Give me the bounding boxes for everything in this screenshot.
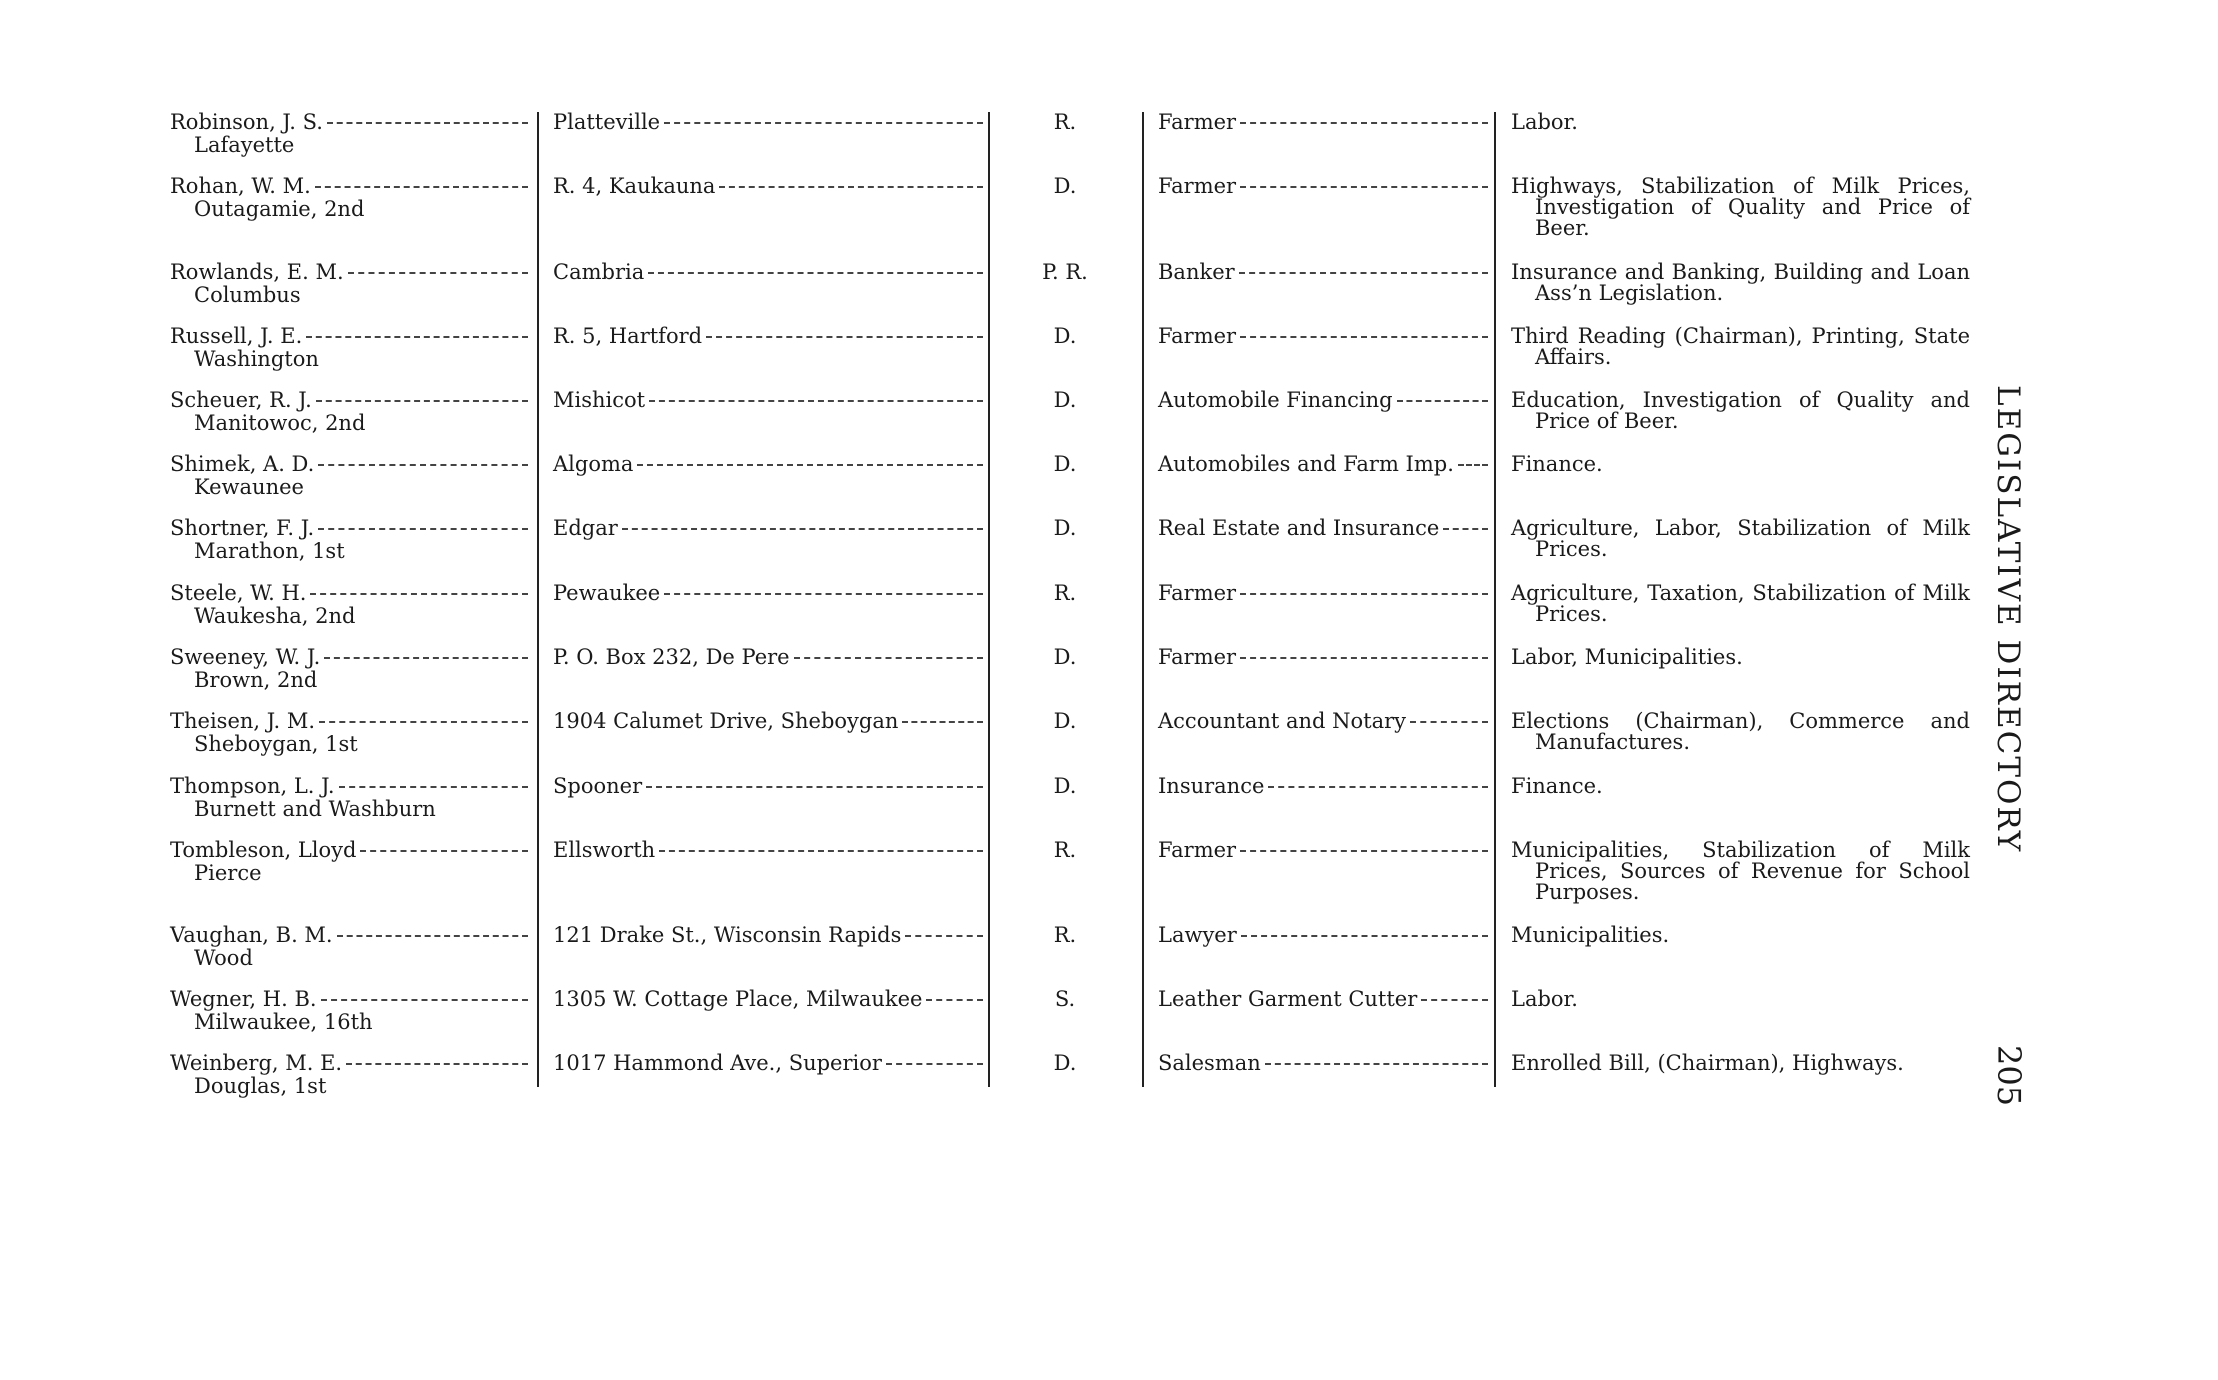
member-name: Rowlands, E. M. <box>170 260 344 284</box>
column-divider <box>988 112 990 1087</box>
committees: Education, Investigation of Quality and Price of Beer. <box>1511 388 1970 433</box>
leader-dots <box>1265 1063 1488 1065</box>
member-name: Russell, J. E. <box>170 324 303 348</box>
district: Outagamie, 2nd <box>194 197 365 221</box>
district: Wood <box>194 946 253 970</box>
district: Columbus <box>194 283 301 307</box>
member-name: Robinson, J. S. <box>170 110 323 134</box>
occupation-cell <box>1158 711 1488 732</box>
address-cell <box>553 112 983 133</box>
occupation: Farmer <box>1158 110 1237 134</box>
address-cell <box>553 262 983 283</box>
committees: Insurance and Banking, Building and Loan Ass’n Legislation. <box>1511 260 1970 305</box>
district: Brown, 2nd <box>194 668 318 692</box>
committees: Labor, Municipalities. <box>1511 645 1743 669</box>
address: Edgar <box>553 516 618 540</box>
member-name: Tombleson, Lloyd <box>170 838 357 862</box>
member-name-cell <box>170 647 528 668</box>
leader-dots <box>348 272 528 274</box>
leader-dots <box>637 464 983 466</box>
committees: Highways, Stabilization of Milk Prices, Investigation of Quality and Price of Beer. <box>1511 174 1970 240</box>
leader-dots <box>1443 528 1488 530</box>
leader-dots <box>1397 400 1488 402</box>
occupation: Banker <box>1158 260 1235 284</box>
column-divider <box>1142 112 1144 1087</box>
leader-dots <box>794 657 983 659</box>
address: 1904 Calumet Drive, Sheboygan <box>553 709 899 733</box>
leader-dots <box>664 122 983 124</box>
committees: Agriculture, Labor, Stabilization of Milk Prices. <box>1511 516 1970 561</box>
address: Ellsworth <box>553 838 656 862</box>
member-name-cell <box>170 583 528 604</box>
committees: Third Reading (Chairman), Printing, State Affairs. <box>1511 324 1970 369</box>
committees: Elections (Chairman), Commerce and Manufactures. <box>1511 709 1970 754</box>
occupation: Farmer <box>1158 324 1237 348</box>
occupation-cell <box>1158 326 1488 347</box>
leader-dots <box>324 657 528 659</box>
member-name-cell <box>170 326 528 347</box>
occupation-cell <box>1158 112 1488 133</box>
occupation-cell <box>1158 1053 1488 1074</box>
address: 121 Drake St., Wisconsin Rapids <box>553 923 902 947</box>
district: Pierce <box>194 861 262 885</box>
party: D. <box>1053 774 1077 798</box>
leader-dots <box>327 122 528 124</box>
committees: Finance. <box>1511 452 1603 476</box>
address: R. 4, Kaukauna <box>553 174 716 198</box>
occupation-cell <box>1158 454 1488 475</box>
committees: Enrolled Bill, (Chairman), Highways. <box>1511 1051 1904 1075</box>
committees: Municipalities, Stabilization of Milk Prices, Sources of Revenue for School Purposes. <box>1511 838 1970 904</box>
address: Algoma <box>553 452 634 476</box>
party: D. <box>1053 174 1077 198</box>
leader-dots <box>659 850 983 852</box>
party: P. R. <box>1042 260 1088 284</box>
member-name-cell <box>170 925 528 946</box>
leader-dots <box>719 186 983 188</box>
occupation-cell <box>1158 840 1488 861</box>
party: D. <box>1053 1051 1077 1075</box>
member-name: Sweeney, W. J. <box>170 645 321 669</box>
member-name: Shortner, F. J. <box>170 516 315 540</box>
party: D. <box>1053 324 1077 348</box>
address-cell <box>553 176 983 197</box>
address: Spooner <box>553 774 643 798</box>
page-number: 205 <box>1990 1045 2028 1107</box>
district: Waukesha, 2nd <box>194 604 356 628</box>
member-name-cell <box>170 840 528 861</box>
committees: Labor. <box>1511 987 1578 1011</box>
leader-dots <box>622 528 983 530</box>
occupation-cell <box>1158 262 1488 283</box>
address-cell <box>553 711 983 732</box>
leader-dots <box>318 464 528 466</box>
party: D. <box>1053 645 1077 669</box>
address-cell <box>553 390 983 411</box>
leader-dots <box>306 336 528 338</box>
leader-dots <box>337 935 528 937</box>
leader-dots <box>1240 657 1488 659</box>
leader-dots <box>664 593 983 595</box>
leader-dots <box>1458 464 1488 466</box>
leader-dots <box>339 786 528 788</box>
member-name: Theisen, J. M. <box>170 709 316 733</box>
leader-dots <box>1240 850 1488 852</box>
member-name: Weinberg, M. E. <box>170 1051 343 1075</box>
occupation-cell <box>1158 176 1488 197</box>
committees: Municipalities. <box>1511 923 1670 947</box>
committees: Finance. <box>1511 774 1603 798</box>
member-name-cell <box>170 112 528 133</box>
occupation-cell <box>1158 583 1488 604</box>
address-cell <box>553 840 983 861</box>
occupation: Automobile Financing <box>1158 388 1393 412</box>
member-name: Thompson, L. J. <box>170 774 335 798</box>
address: Cambria <box>553 260 645 284</box>
member-name-cell <box>170 711 528 732</box>
side-title: LEGISLATIVE DIRECTORY <box>1990 385 2026 854</box>
address-cell <box>553 776 983 797</box>
leader-dots <box>1410 721 1488 723</box>
address-cell <box>553 647 983 668</box>
address: Pewaukee <box>553 581 661 605</box>
occupation-cell <box>1158 776 1488 797</box>
leader-dots <box>648 272 983 274</box>
party: R. <box>1053 838 1077 862</box>
leader-dots <box>319 721 528 723</box>
leader-dots <box>1240 122 1488 124</box>
occupation: Leather Garment Cutter <box>1158 987 1418 1011</box>
occupation: Farmer <box>1158 174 1237 198</box>
occupation: Accountant and Notary <box>1158 709 1407 733</box>
member-name-cell <box>170 776 528 797</box>
address: P. O. Box 232, De Pere <box>553 645 790 669</box>
leader-dots <box>346 1063 528 1065</box>
member-name: Wegner, H. B. <box>170 987 317 1011</box>
party: D. <box>1053 709 1077 733</box>
party: D. <box>1053 516 1077 540</box>
occupation: Salesman <box>1158 1051 1261 1075</box>
member-name-cell <box>170 1053 528 1074</box>
address-cell <box>553 518 983 539</box>
district: Washington <box>194 347 319 371</box>
column-divider <box>1494 112 1496 1087</box>
occupation-cell <box>1158 390 1488 411</box>
address-cell <box>553 454 983 475</box>
column-divider <box>537 112 539 1087</box>
member-name-cell <box>170 262 528 283</box>
occupation: Real Estate and Insurance <box>1158 516 1440 540</box>
address-cell <box>553 583 983 604</box>
committees: Agriculture, Taxation, Stabilization of Milk Prices. <box>1511 581 1970 626</box>
leader-dots <box>905 935 983 937</box>
address-cell <box>553 326 983 347</box>
district: Sheboygan, 1st <box>194 732 358 756</box>
address: 1017 Hammond Ave., Superior <box>553 1051 882 1075</box>
member-name-cell <box>170 518 528 539</box>
occupation: Lawyer <box>1158 923 1237 947</box>
occupation: Insurance <box>1158 774 1265 798</box>
party: D. <box>1053 452 1077 476</box>
leader-dots <box>360 850 528 852</box>
party: D. <box>1053 388 1077 412</box>
district: Manitowoc, 2nd <box>194 411 366 435</box>
district: Kewaunee <box>194 475 304 499</box>
party: R. <box>1053 110 1077 134</box>
leader-dots <box>318 528 528 530</box>
member-name-cell <box>170 989 528 1010</box>
committees: Labor. <box>1511 110 1578 134</box>
occupation-cell <box>1158 989 1488 1010</box>
member-name: Scheuer, R. J. <box>170 388 312 412</box>
address: Platteville <box>553 110 661 134</box>
occupation: Farmer <box>1158 645 1237 669</box>
party: R. <box>1053 581 1077 605</box>
district: Lafayette <box>194 133 295 157</box>
member-name-cell <box>170 176 528 197</box>
occupation-cell <box>1158 518 1488 539</box>
occupation: Farmer <box>1158 838 1237 862</box>
address-cell <box>553 1053 983 1074</box>
leader-dots <box>649 400 983 402</box>
district: Burnett and Washburn <box>194 797 436 821</box>
leader-dots <box>316 400 528 402</box>
occupation: Automobiles and Farm Imp. <box>1158 452 1454 476</box>
member-name: Shimek, A. D. <box>170 452 315 476</box>
member-name-cell <box>170 454 528 475</box>
party: S. <box>1054 987 1076 1011</box>
member-name-cell <box>170 390 528 411</box>
district: Marathon, 1st <box>194 539 345 563</box>
address: 1305 W. Cottage Place, Milwaukee <box>553 987 923 1011</box>
leader-dots <box>926 999 983 1001</box>
leader-dots <box>646 786 983 788</box>
member-name: Steele, W. H. <box>170 581 307 605</box>
leader-dots <box>1268 786 1488 788</box>
leader-dots <box>1240 336 1488 338</box>
district: Douglas, 1st <box>194 1074 327 1098</box>
leader-dots <box>1239 272 1488 274</box>
address: R. 5, Hartford <box>553 324 703 348</box>
occupation-cell <box>1158 925 1488 946</box>
member-name: Rohan, W. M. <box>170 174 311 198</box>
district: Milwaukee, 16th <box>194 1010 373 1034</box>
leader-dots <box>1240 593 1488 595</box>
member-name: Vaughan, B. M. <box>170 923 333 947</box>
leader-dots <box>886 1063 983 1065</box>
leader-dots <box>315 186 528 188</box>
address-cell <box>553 989 983 1010</box>
address-cell <box>553 925 983 946</box>
occupation-cell <box>1158 647 1488 668</box>
leader-dots <box>1240 186 1488 188</box>
leader-dots <box>706 336 983 338</box>
leader-dots <box>1421 999 1488 1001</box>
leader-dots <box>1241 935 1488 937</box>
leader-dots <box>321 999 528 1001</box>
party: R. <box>1053 923 1077 947</box>
leader-dots <box>310 593 528 595</box>
occupation: Farmer <box>1158 581 1237 605</box>
address: Mishicot <box>553 388 646 412</box>
leader-dots <box>902 721 983 723</box>
